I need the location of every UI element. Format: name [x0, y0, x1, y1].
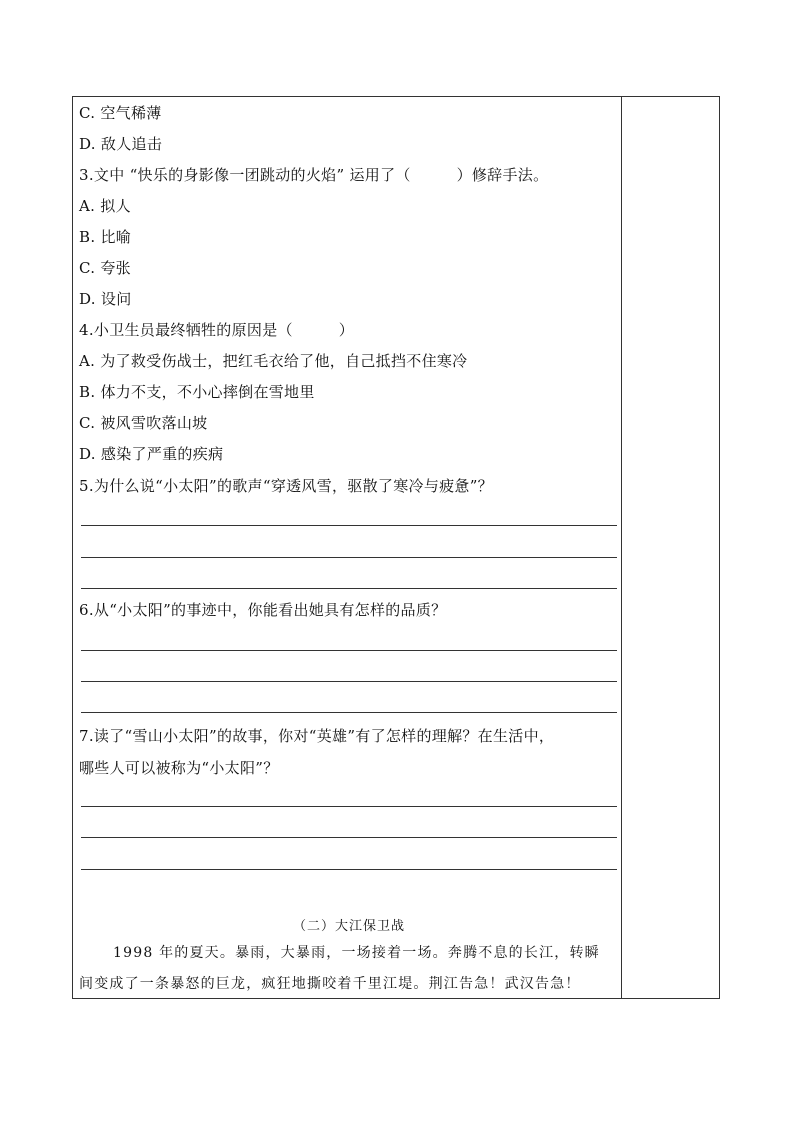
option-b-q4: B. 体力不支，不小心摔倒在雪地里 — [79, 383, 315, 401]
answer-line[interactable] — [81, 588, 617, 589]
question-5: 5.为什么说“小太阳”的歌声“穿透风雪，驱散了寒冷与疲惫”？ — [79, 477, 493, 495]
question-7-continued: 哪些人可以被称为“小太阳”？ — [79, 759, 279, 777]
question-4: 4.小卫生员最终牺牲的原因是（ ） — [79, 321, 355, 339]
answer-line[interactable] — [81, 557, 617, 558]
option-c-q4: C. 被风雪吹落山坡 — [79, 414, 208, 432]
passage-title: （二）大江保卫战 — [292, 919, 405, 934]
option-d-q4: D. 感染了严重的疾病 — [79, 445, 224, 463]
question-3: 3.文中 “快乐的身影像一团跳动的火焰” 运用了（ ）修辞手法。 — [79, 166, 549, 184]
answer-line[interactable] — [81, 525, 617, 526]
answer-line[interactable] — [81, 650, 617, 651]
answer-line[interactable] — [81, 712, 617, 713]
column-divider — [621, 97, 622, 998]
passage-line-2: 间变成了一条暴怒的巨龙，疯狂地撕咬着千里江堤。荆江告急！武汉告急！ — [79, 976, 581, 992]
question-7: 7.读了“雪山小太阳”的故事，你对“英雄”有了怎样的理解？在生活中， — [79, 727, 555, 745]
passage-line-1: 1998 年的夏天。暴雨，大暴雨，一场接着一场。奔腾不息的长江，转瞬 — [113, 945, 600, 961]
answer-line[interactable] — [81, 681, 617, 682]
option-c-q3: C. 夸张 — [79, 259, 131, 277]
question-6: 6.从“小太阳”的事迹中，你能看出她具有怎样的品质？ — [79, 601, 447, 619]
answer-line[interactable] — [81, 806, 617, 807]
option-d-q2: D. 敌人追击 — [79, 135, 163, 153]
option-a-q3: A. 拟人 — [79, 197, 131, 215]
option-a-q4: A. 为了救受伤战士，把红毛衣给了他，自己抵挡不住寒冷 — [79, 352, 468, 370]
answer-line[interactable] — [81, 869, 617, 870]
answer-line[interactable] — [81, 837, 617, 838]
option-b-q3: B. 比喻 — [79, 228, 132, 246]
worksheet-table — [72, 96, 720, 999]
option-d-q3: D. 设问 — [79, 290, 132, 308]
option-c-q2: C. 空气稀薄 — [79, 104, 162, 122]
